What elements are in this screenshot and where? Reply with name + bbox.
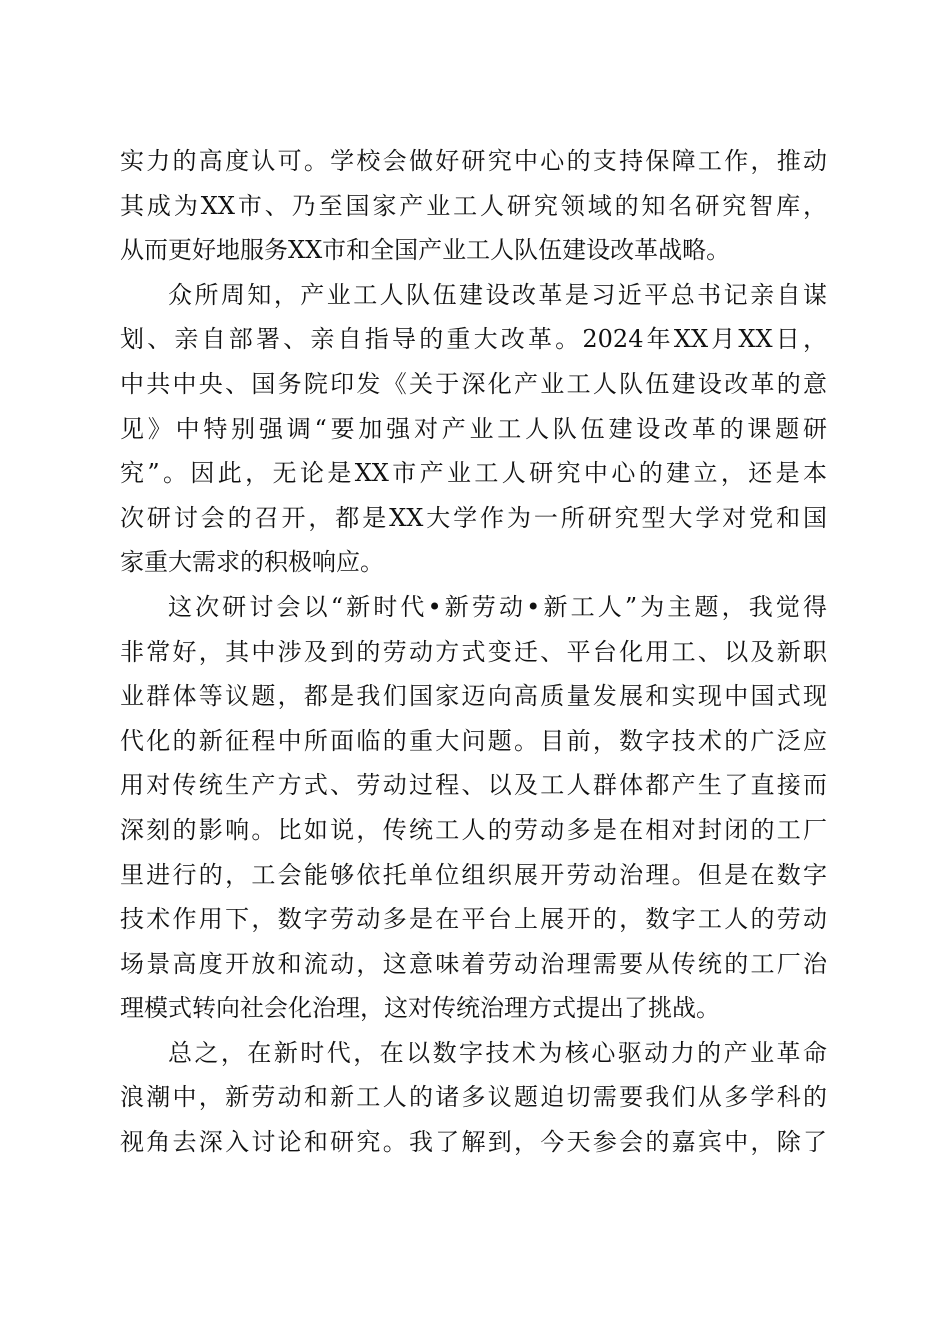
text-line: 次研讨会的召开，都是XX大学作为一所研究型大学对党和国 (120, 503, 827, 532)
text-line: 总之，在新时代，在以数字技术为核心驱动力的产业革命 (168, 1038, 827, 1067)
text-line: 里进行的，工会能够依托单位组织展开劳动治理。但是在数字 (120, 860, 827, 889)
text-line: 非常好，其中涉及到的劳动方式变迁、平台化用工、以及新职 (120, 637, 827, 666)
text-line: 浪潮中，新劳动和新工人的诸多议题迫切需要我们从多学科的 (120, 1083, 827, 1112)
text-line: 代化的新征程中所面临的重大问题。目前，数字技术的广泛应 (120, 726, 827, 755)
paragraph (120, 273, 827, 585)
text-line: 业群体等议题，都是我们国家迈向高质量发展和实现中国式现 (120, 682, 827, 711)
text-line: 用对传统生产方式、劳动过程、以及工人群体都产生了直接而 (120, 771, 827, 800)
text-line: 实力的高度认可。学校会做好研究中心的支持保障工作，推动 (120, 147, 827, 175)
text-line: 深刻的影响。比如说，传统工人的劳动多是在相对封闭的工厂 (120, 815, 827, 844)
body-text (120, 139, 827, 1165)
text-line: 家重大需求的积极响应。 (120, 548, 384, 577)
text-line: 技术作用下，数字劳动多是在平台上展开的，数字工人的劳动 (120, 905, 827, 934)
text-line: 从而更好地服务XX市和全国产业工人队伍建设改革战略。 (120, 236, 731, 265)
text-line: 见》中特别强调“要加强对产业工人队伍建设改革的课题研 (120, 414, 827, 443)
text-line: 这次研讨会以“新时代•新劳动•新工人”为主题，我觉得 (168, 592, 827, 621)
text-line: 视角去深入讨论和研究。我了解到，今天参会的嘉宾中，除了 (120, 1128, 827, 1157)
text-line: 其成为XX市、乃至国家产业工人研究领域的知名研究智库， (120, 191, 827, 220)
paragraph (120, 585, 827, 1031)
text-line: 场景高度开放和流动，这意味着劳动治理需要从传统的工厂治 (120, 949, 827, 978)
paragraph (120, 1031, 827, 1165)
paragraph (120, 139, 827, 273)
text-line: 究”。因此，无论是XX市产业工人研究中心的建立，还是本 (120, 459, 827, 488)
text-line: 众所周知，产业工人队伍建设改革是习近平总书记亲自谋 (168, 280, 827, 309)
text-line: 划、亲自部署、亲自指导的重大改革。2024年XX月XX日， (120, 325, 827, 354)
text-line: 中共中央、国务院印发《关于深化产业工人队伍建设改革的意 (120, 369, 827, 398)
text-line: 理模式转向社会化治理，这对传统治理方式提出了挑战。 (120, 994, 720, 1023)
